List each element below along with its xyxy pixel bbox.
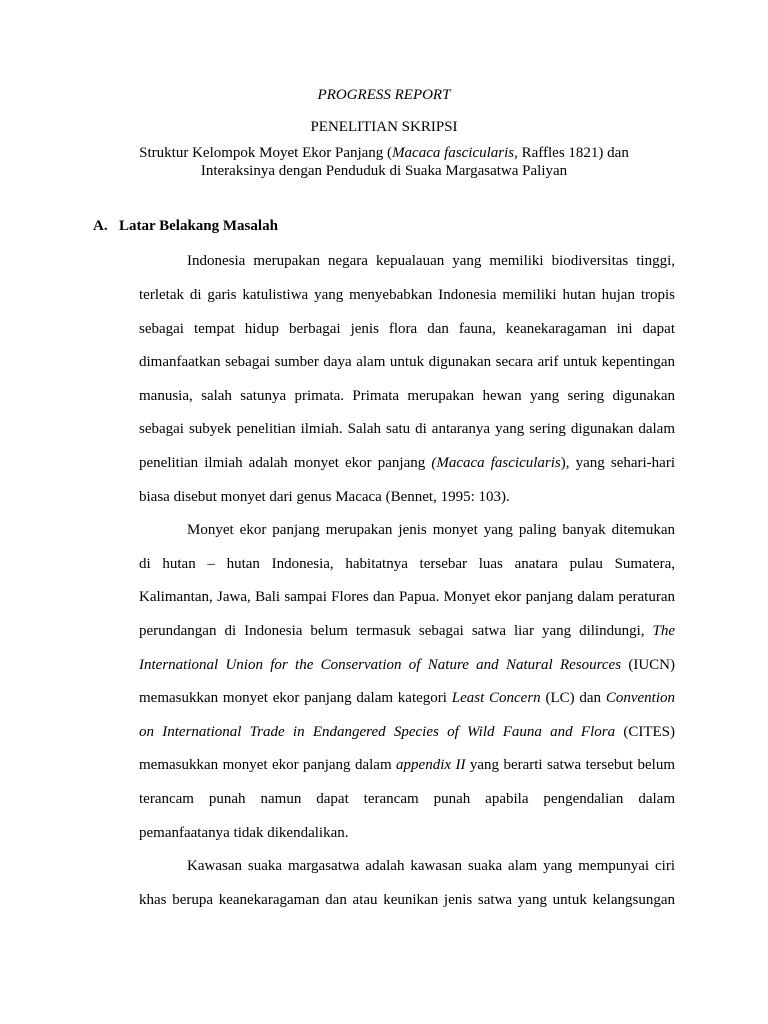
paragraph-line (139, 622, 675, 640)
paragraph-line: di hutan – hutan Indonesia, habitatnya tersebar luas anatara pulau Sumatera, (139, 556, 675, 572)
paragraph-text: ), yang sehari-hari (560, 455, 675, 471)
paragraph-line: dimanfaatkan sebagai sumber daya alam untuk digunakan secara arif untuk kepentingan (139, 354, 675, 370)
paragraph-line (139, 756, 675, 774)
paragraph-text: penelitian ilmiah adalah monyet ekor panjang (139, 455, 432, 471)
paragraph-line: khas berupa keanekaragaman dan atau keunikan jenis satwa yang untuk kelangsungan (139, 892, 675, 908)
paragraph-line (139, 454, 675, 472)
report-title: PROGRESS REPORT (317, 87, 451, 103)
paragraph-line: sebagai subyek penelitian ilmiah. Salah satu di antaranya yang sering digunakan dalam (139, 421, 675, 437)
paragraph-line: Indonesia merupakan negara kepualauan yang memiliki biodiversitas tinggi, (187, 253, 675, 269)
report-subtitle: PENELITIAN SKRIPSI (310, 119, 458, 135)
paragraph-line (139, 656, 675, 674)
section-letter: A. (93, 218, 108, 234)
study-title-text: Struktur Kelompok Moyet Ekor Panjang ( (139, 145, 393, 161)
study-title-line-1 (0, 144, 768, 162)
paragraph-text: perundangan di Indonesia belum termasuk sebagai satwa liar yang dilindungi, (139, 623, 653, 639)
section-heading (93, 217, 278, 235)
section-title: Latar Belakang Masalah (119, 218, 278, 234)
paragraph-line: Kalimantan, Jawa, Bali sampai Flores dan Papua. Monyet ekor panjang dalam peraturan (139, 589, 675, 605)
paragraph-line: Monyet ekor panjang merupakan jenis monyet yang paling banyak ditemukan (187, 522, 675, 538)
organization-name: The (652, 623, 675, 639)
paragraph-line (139, 689, 675, 707)
paragraph-line: manusia, salah satunya primata. Primata merupakan hewan yang sering digunakan (139, 388, 675, 404)
paragraph-line: sebagai tempat hidup berbagai jenis flora dan fauna, keanekaragaman ini dapat (139, 321, 675, 337)
paragraph-line: terletak di garis katulistiwa yang menyebabkan Indonesia memiliki hutan hujan tropis (139, 287, 675, 303)
paragraph-text: memasukkan monyet ekor panjang dalam (139, 757, 397, 773)
paragraph-text: memasukkan monyet ekor panjang dalam kategori (139, 690, 452, 706)
species-name: (Macaca fascicularis (431, 455, 561, 471)
study-title-line-2: Interaksinya dengan Penduduk di Suaka Margasatwa Paliyan (200, 163, 568, 179)
paragraph-line: pemanfaatanya tidak dikendalikan. (139, 825, 349, 841)
convention-name: on International Trade in Endangered Species of Wild Fauna and Flora (139, 724, 616, 740)
paragraph-line: terancam punah namun dapat terancam punah apabila pengendalian dalam (139, 791, 675, 807)
species-name: Macaca fascicularis, (392, 145, 518, 161)
convention-name: Convention (605, 690, 675, 706)
paragraph-text: (LC) dan (540, 690, 606, 706)
paragraph-text: (CITES) (615, 724, 675, 740)
paragraph-line: Kawasan suaka margasatwa adalah kawasan suaka alam yang mempunyai ciri (187, 858, 675, 874)
organization-name: International Union for the Conservation of Nature and Natural Resources (139, 657, 622, 673)
study-title-text: Raffles 1821) dan (517, 145, 629, 161)
paragraph-text: yang berarti satwa tersebut belum (465, 757, 675, 773)
appendix-name: appendix II (396, 757, 466, 773)
paragraph-line: biasa disebut monyet dari genus Macaca (Bennet, 1995: 103). (139, 489, 510, 505)
paragraph-text: (IUCN) (621, 657, 675, 673)
paragraph-line (139, 723, 675, 741)
category-name: Least Concern (451, 690, 541, 706)
